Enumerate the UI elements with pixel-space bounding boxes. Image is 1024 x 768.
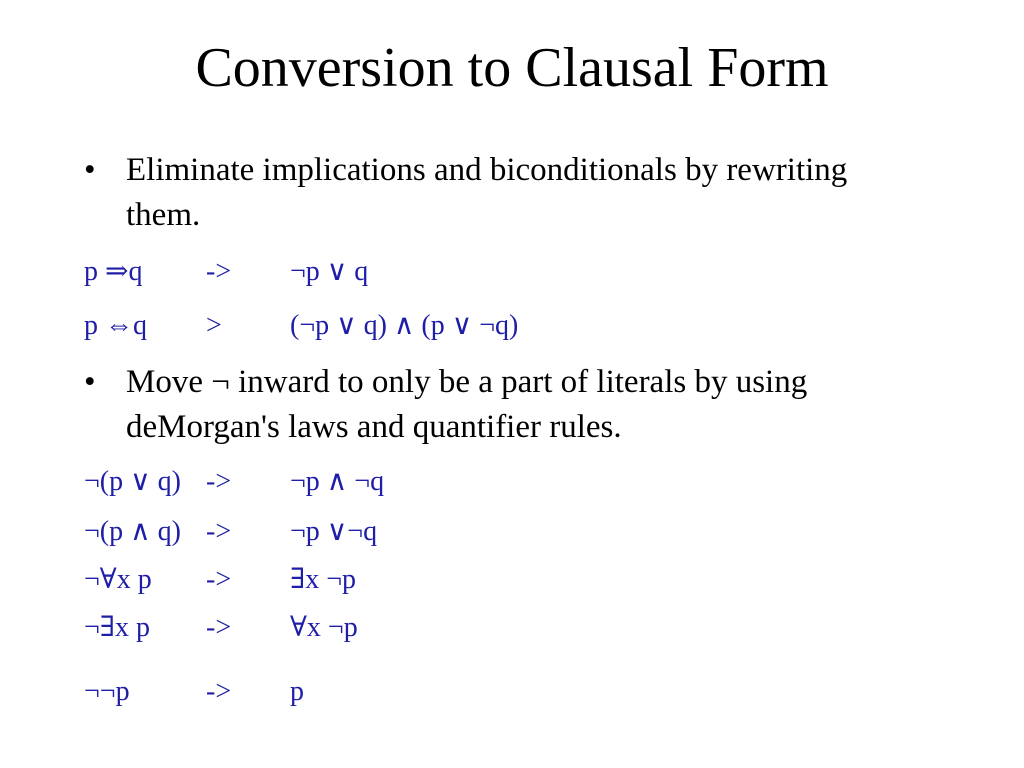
rule-lhs: p ⇒q bbox=[84, 256, 143, 287]
rule-implication bbox=[84, 254, 369, 290]
rule-negated-forall bbox=[84, 562, 356, 598]
bullet-move-negation bbox=[84, 360, 904, 450]
slide-title: Conversion to Clausal Form bbox=[195, 37, 829, 99]
rule-lhs: ¬¬p bbox=[84, 676, 130, 707]
bullet-dot: • bbox=[84, 364, 96, 400]
rule-lhs: ¬(p ∧ q) bbox=[84, 516, 181, 547]
rule-rhs: p bbox=[290, 676, 304, 707]
rule-arrow: -> bbox=[206, 256, 232, 287]
rule-demorgan-or bbox=[84, 464, 385, 500]
rule-demorgan-and bbox=[84, 514, 378, 550]
rule-lhs: ¬∃x p bbox=[84, 612, 150, 643]
rule-arrow: -> bbox=[206, 564, 232, 595]
rule-lhs: ¬(p ∨ q) bbox=[84, 466, 181, 497]
rule-rhs: ¬p ∨¬q bbox=[290, 516, 378, 547]
bullet-text: Eliminate implications and biconditionals by rewriting them. bbox=[126, 152, 848, 233]
bullet-text: Move ¬ inward to only be a part of literals by using deMorgan's laws and quantifier rules. bbox=[126, 364, 808, 445]
rule-arrow: -> bbox=[206, 612, 232, 643]
rule-rhs: (¬p ∨ q) ∧ (p ∨ ¬q) bbox=[290, 310, 519, 341]
rule-biconditional bbox=[84, 308, 519, 344]
rule-rhs: ∃x ¬p bbox=[290, 564, 356, 595]
rule-arrow: -> bbox=[206, 466, 232, 497]
rule-arrow: -> bbox=[206, 516, 232, 547]
rule-double-negation bbox=[84, 674, 304, 710]
bullet-eliminate-implications bbox=[84, 148, 904, 238]
rule-rhs: ¬p ∨ q bbox=[290, 256, 369, 287]
rule-arrow: > bbox=[206, 310, 222, 341]
rule-lhs: p ⇔q bbox=[84, 310, 147, 341]
rule-rhs: ∀x ¬p bbox=[290, 612, 358, 643]
rule-negated-exists bbox=[84, 610, 358, 646]
rule-arrow: -> bbox=[206, 676, 232, 707]
rule-lhs: ¬∀x p bbox=[84, 564, 152, 595]
rule-rhs: ¬p ∧ ¬q bbox=[290, 466, 385, 497]
bullet-dot: • bbox=[84, 152, 96, 188]
